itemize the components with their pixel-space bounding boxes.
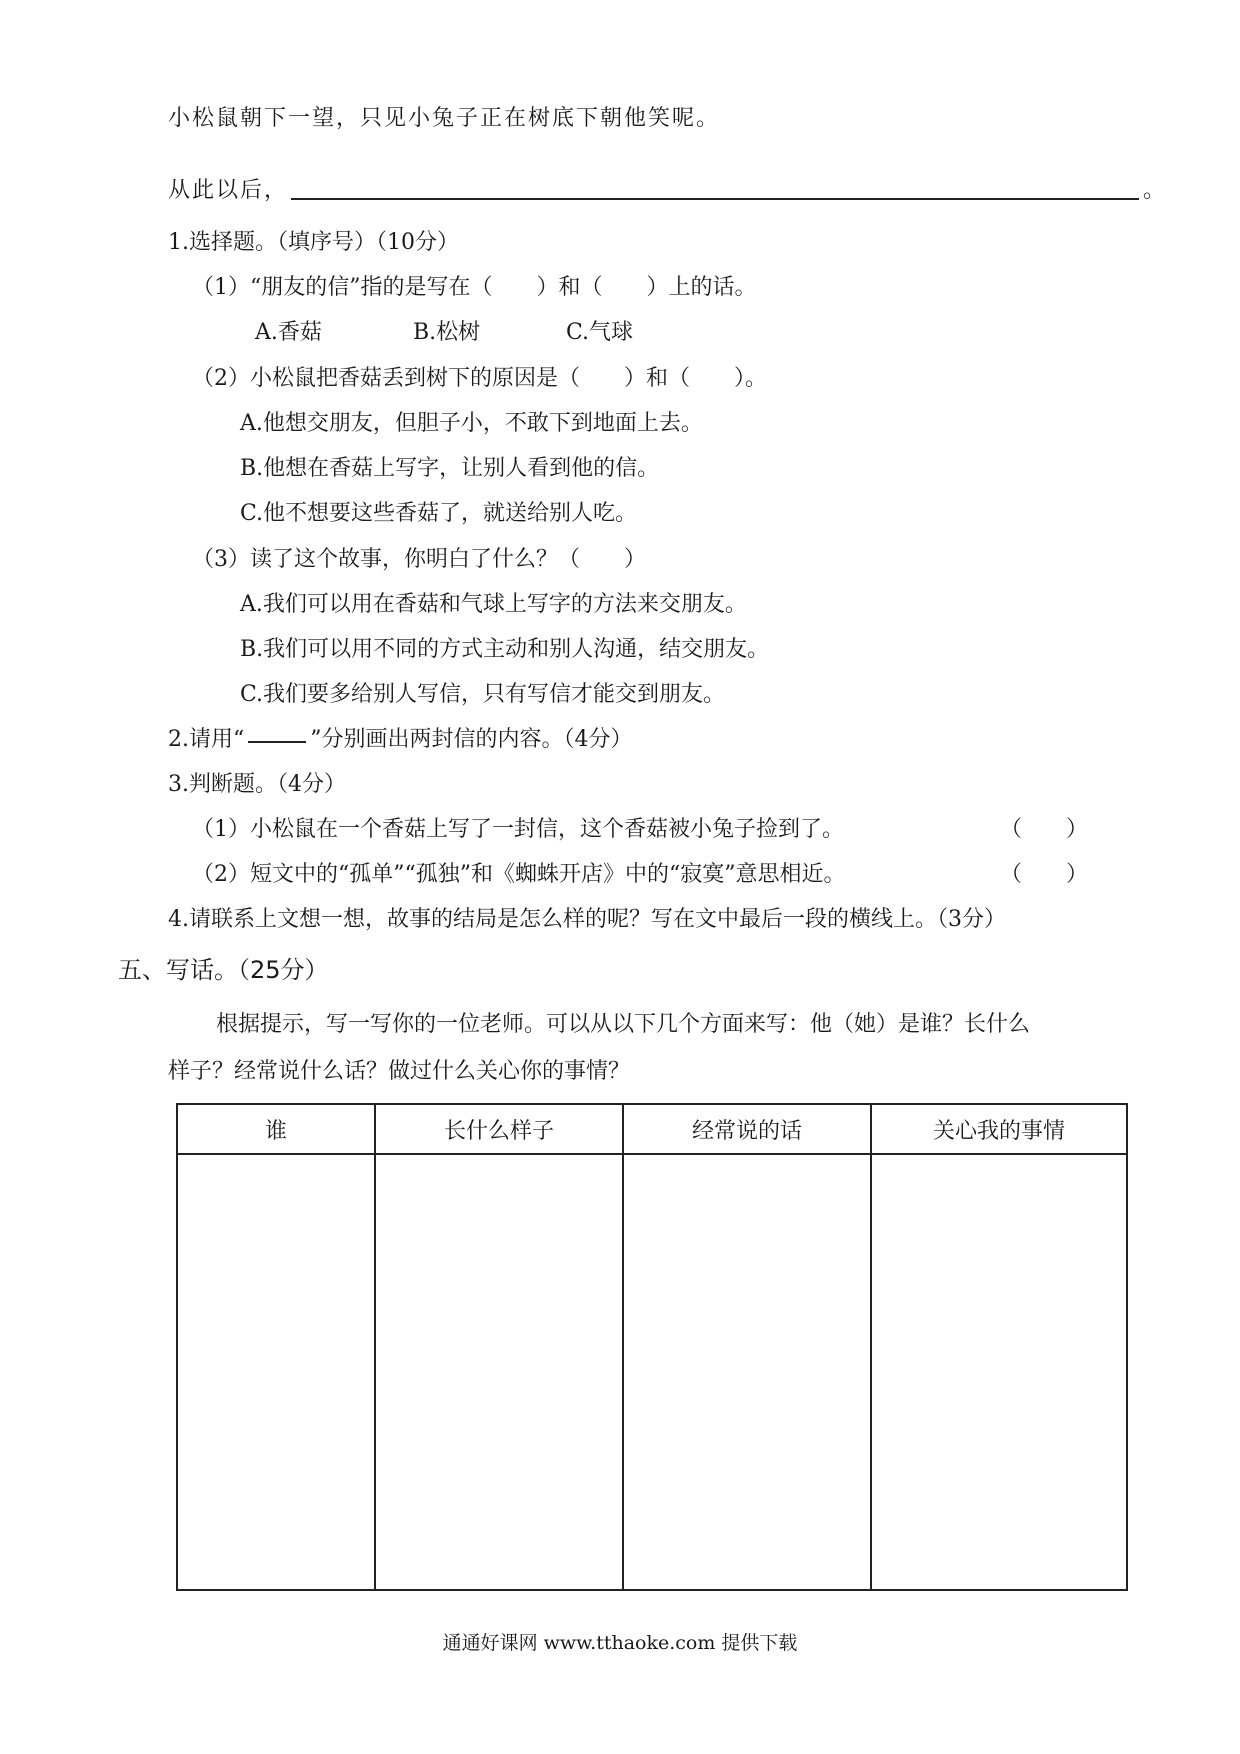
q1-title: 1.选择题。（填序号）（10分） [168,230,459,255]
q3-item-1-answer[interactable]: （ ） [1000,817,1089,842]
story-line-2-suffix: 。 [1143,178,1166,203]
q1-sub1-option-b: B.松树 [413,320,481,345]
q3-item-1: （1）小松鼠在一个香菇上写了一封信，这个香菇被小兔子捡到了。 [192,817,844,842]
q1-sub3-option-b: B.我们可以用不同的方式主动和别人沟通，结交朋友。 [240,637,770,662]
q2-text [168,725,633,755]
q1-sub1-option-a: A.香菇 [255,320,322,345]
story-line-2-prefix: 从此以后， [168,178,289,203]
ending-answer-blank[interactable] [291,198,1139,200]
table-cell-care[interactable] [871,1154,1127,1590]
q1-sub2-option-c: C.他不想要这些香菇了，就送给别人吃。 [240,501,638,526]
underline-sample [248,741,306,743]
q3-item-2: （2）短文中的“孤单”“孤独”和《蜘蛛开店》中的“寂寞”意思相近。 [192,862,846,887]
table-header-care: 关心我的事情 [871,1104,1127,1154]
q1-sub3-option-a: A.我们可以用在香菇和气球上写字的方法来交朋友。 [240,592,747,617]
q1-sub1-stem: （1）“朋友的信”指的是写在（ ）和（ ）上的话。 [192,275,757,300]
q2-suffix: ”分别画出两封信的内容。（4分） [310,727,633,752]
footer-credit: 通通好课网 www.tthaoke.com 提供下载 [442,1632,798,1654]
q1-sub3-option-c: C.我们要多给别人写信，只有写信才能交到朋友。 [240,682,726,707]
table-header-sayings: 经常说的话 [623,1104,871,1154]
q1-sub2-stem: （2）小松鼠把香菇丢到树下的原因是（ ）和（ ）。 [192,366,767,391]
q2-prefix: 2.请用“ [168,727,245,752]
section5-prompt-line-1: 根据提示，写一写你的一位老师。可以从以下几个方面来写：他（她）是谁？长什么 [216,1012,1031,1037]
q1-sub3-stem: （3）读了这个故事，你明白了什么？（ ） [192,547,646,572]
q4-text: 4.请联系上文想一想，故事的结局是怎么样的呢？写在文中最后一段的横线上。（3分） [168,907,1006,932]
writing-table [176,1103,1128,1591]
q1-sub2-option-b: B.他想在香菇上写字，让别人看到他的信。 [240,456,660,481]
story-line-1: 小松鼠朝下一望，只见小兔子正在树底下朝他笑呢。 [168,106,721,131]
table-header-appearance: 长什么样子 [375,1104,623,1154]
q3-title: 3.判断题。（4分） [168,772,346,797]
q1-sub2-option-a: A.他想交朋友，但胆子小，不敢下到地面上去。 [240,411,703,436]
section5-heading: 五、写话。（25分） [118,956,329,984]
q3-item-2-answer[interactable]: （ ） [1000,862,1089,887]
q1-sub1-option-c: C.气球 [566,320,634,345]
section5-prompt-line-2: 样子？经常说什么话？做过什么关心你的事情？ [168,1059,631,1084]
table-cell-who[interactable] [177,1154,375,1590]
table-header-who: 谁 [177,1104,375,1154]
table-cell-appearance[interactable] [375,1154,623,1590]
table-cell-sayings[interactable] [623,1154,871,1590]
